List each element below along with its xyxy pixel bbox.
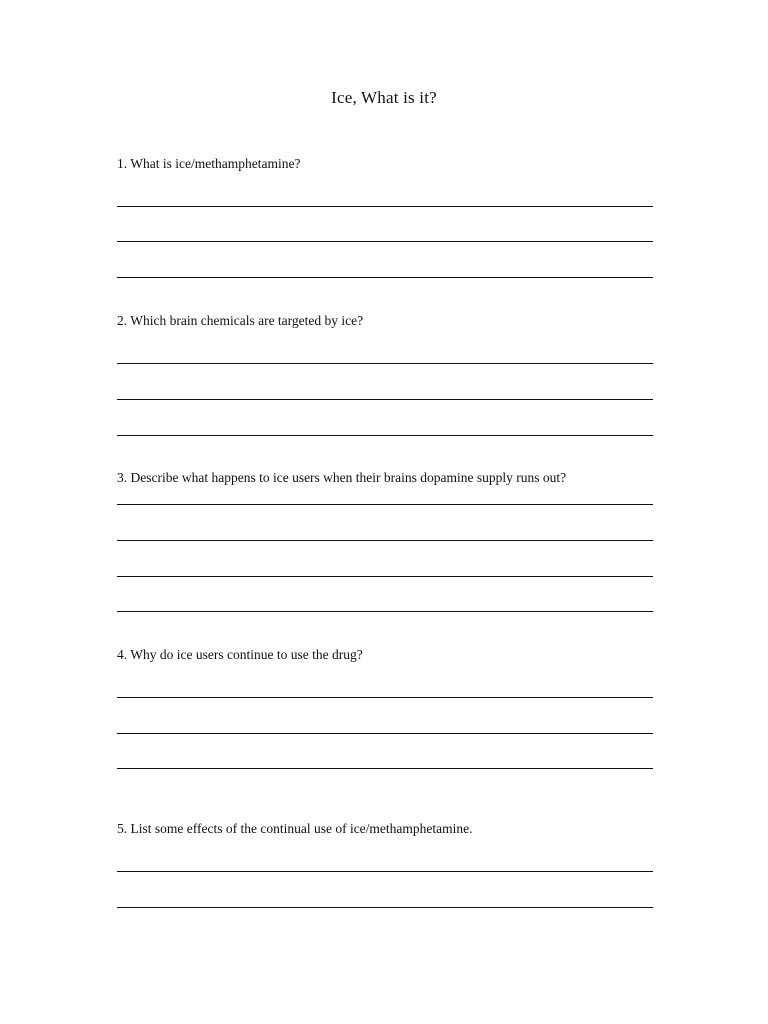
answer-line (117, 768, 653, 769)
answer-line (117, 611, 653, 612)
answer-line (117, 363, 653, 364)
answer-line (117, 206, 653, 207)
page-title: Ice, What is it? (331, 88, 437, 107)
question-5-text: 5. List some effects of the continual use of ice/methamphetamine. (117, 821, 473, 836)
answer-line (117, 576, 653, 577)
answer-line (117, 435, 653, 436)
answer-line (117, 277, 653, 278)
answer-line (117, 907, 653, 908)
answer-line (117, 871, 653, 872)
answer-line (117, 399, 653, 400)
answer-line (117, 540, 653, 541)
question-3-text: 3. Describe what happens to ice users when their brains dopamine supply runs out? (117, 470, 567, 485)
question-2-text: 2. Which brain chemicals are targeted by ice? (117, 313, 364, 328)
answer-line (117, 697, 653, 698)
answer-line (117, 241, 653, 242)
answer-line (117, 504, 653, 505)
question-4-text: 4. Why do ice users continue to use the drug? (117, 647, 363, 662)
answer-line (117, 733, 653, 734)
question-1-text: 1. What is ice/methamphetamine? (117, 156, 301, 171)
